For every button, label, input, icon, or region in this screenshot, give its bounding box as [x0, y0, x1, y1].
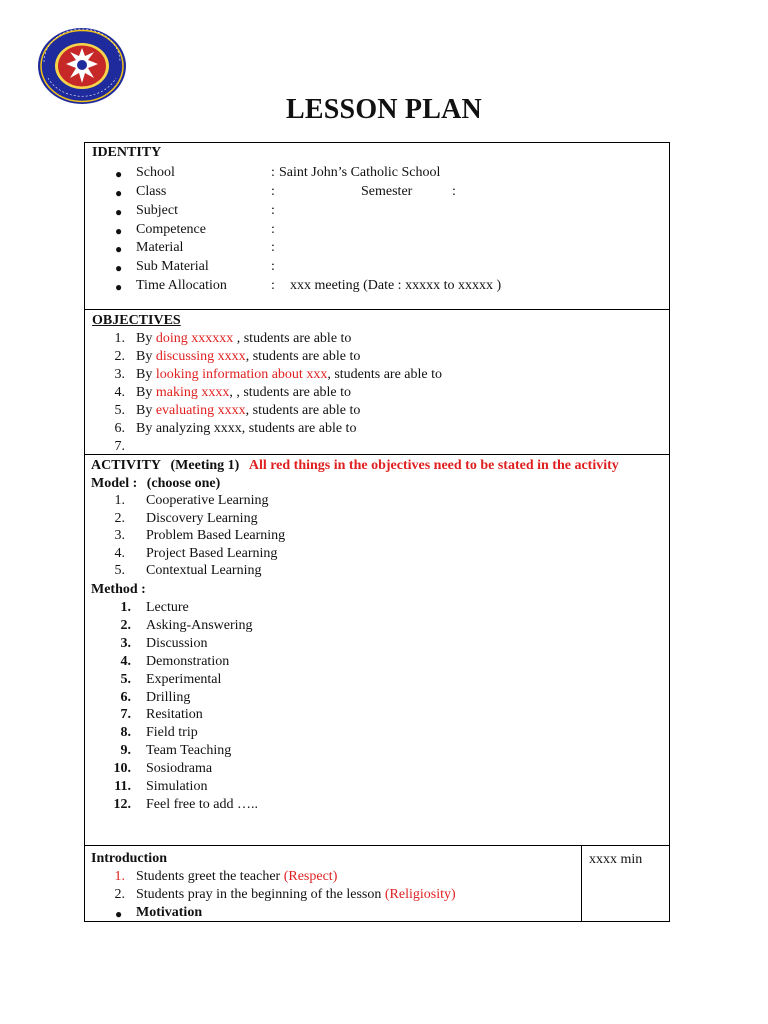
objective-highlight: discussing xxxx [155, 349, 246, 364]
bullet-icon: ● [115, 167, 123, 181]
objective-highlight: doing xxxxxx [155, 331, 234, 346]
method-item: Feel free to add ….. [146, 796, 258, 812]
objective-text [136, 384, 351, 402]
objective-text [136, 402, 360, 420]
method-item: Asking-Answering [146, 617, 253, 633]
identity-separator: : [271, 240, 275, 255]
objective-text [136, 366, 442, 384]
model-item: Contextual Learning [146, 563, 262, 579]
activity-section [84, 454, 670, 846]
objective-text [136, 420, 356, 438]
bullet-icon: ● [115, 907, 123, 921]
objective-highlight: making xxxx [155, 385, 230, 400]
identity-label: Competence [136, 222, 206, 237]
introduction-value: (Respect) [283, 869, 338, 884]
objective-prefix: By [136, 403, 156, 418]
method-number: 11. [114, 779, 131, 794]
identity-extra: : [452, 184, 456, 199]
method-item: Team Teaching [146, 743, 232, 759]
model-number: 3. [114, 528, 125, 544]
bullet-icon: ● [115, 280, 123, 294]
identity-label: Class [136, 184, 167, 199]
model-item: Problem Based Learning [146, 528, 286, 544]
activity-meeting: (Meeting 1) [170, 458, 240, 473]
objectives-heading: OBJECTIVES [92, 313, 181, 328]
model-hint: (choose one) [146, 476, 221, 491]
method-number: 12. [113, 796, 131, 812]
identity-separator: : [271, 259, 275, 274]
method-item: Lecture [146, 600, 189, 615]
motivation-item: Motivation [136, 905, 203, 920]
method-item: Simulation [146, 779, 208, 794]
introduction-value: (Religiosity) [384, 887, 456, 902]
objective-number: 4. [114, 385, 125, 400]
model-number: 5. [114, 563, 125, 579]
identity-value: Semester [361, 184, 413, 199]
activity-heading: ACTIVITY [91, 458, 162, 473]
introduction-number: 1. [114, 869, 125, 884]
objective-highlight: evaluating xxxx [155, 403, 246, 418]
method-label: Method : [91, 582, 146, 597]
objective-number: 2. [114, 349, 125, 364]
activity-note: All red things in the objectives need to be stated in the activity [248, 458, 619, 473]
identity-separator: : [271, 222, 275, 237]
method-number: 7. [120, 707, 131, 723]
introduction-number: 2. [114, 887, 125, 902]
introduction-text: Students greet the teacher [136, 869, 284, 884]
introduction-item [136, 868, 337, 886]
objectives-section [84, 309, 670, 455]
introduction-item [136, 886, 456, 904]
objective-prefix: By analyzing xxxx, students are able to [136, 421, 357, 436]
identity-label: Subject [136, 203, 178, 218]
bullet-icon: ● [115, 224, 123, 238]
method-item: Discussion [146, 635, 208, 651]
bullet-icon: ● [115, 261, 123, 275]
identity-separator: : [271, 184, 275, 199]
bullet-icon: ● [115, 205, 123, 219]
objective-number: 7. [114, 439, 125, 454]
method-number: 4. [120, 653, 131, 669]
page-title: LESSON PLAN [286, 94, 482, 125]
model-item: Discovery Learning [146, 510, 258, 526]
objective-number: 6. [114, 421, 125, 436]
identity-section [84, 142, 670, 310]
model-label: Model : [91, 476, 138, 491]
objective-prefix: By [136, 349, 156, 364]
introduction-section [84, 845, 670, 922]
identity-value: xxx meeting (Date : xxxxx to xxxxx ) [290, 278, 502, 293]
identity-label: Sub Material [136, 259, 209, 274]
objective-suffix: , students are able to [233, 331, 352, 346]
model-number: 2. [114, 510, 125, 526]
introduction-text: Students pray in the beginning of the lesson [136, 887, 385, 902]
model-heading-line [91, 475, 220, 493]
objective-text [136, 330, 351, 348]
model-item: Cooperative Learning [146, 493, 269, 508]
objective-suffix: , students are able to [245, 349, 361, 364]
method-item: Experimental [146, 671, 222, 687]
identity-heading: IDENTITY [92, 145, 162, 160]
objective-prefix: By [136, 385, 156, 400]
method-item: Demonstration [146, 653, 230, 669]
method-number: 1. [120, 600, 131, 615]
objective-highlight: looking information about xxx [155, 367, 328, 382]
model-number: 4. [114, 545, 125, 561]
column-divider [581, 846, 582, 921]
method-item: Resitation [146, 707, 203, 723]
method-number: 8. [120, 725, 131, 741]
identity-separator: : [271, 278, 275, 293]
identity-separator: : [271, 165, 275, 180]
identity-label: School [136, 165, 175, 180]
method-item: Field trip [146, 725, 198, 741]
objective-suffix: , , students are able to [229, 385, 352, 400]
objective-number: 3. [114, 367, 125, 382]
method-number: 3. [120, 635, 131, 651]
identity-value: Saint John’s Catholic School [279, 165, 441, 180]
objective-suffix: , students are able to [245, 403, 361, 418]
identity-separator: : [271, 203, 275, 218]
objective-suffix: , students are able to [327, 367, 443, 382]
introduction-heading: Introduction [91, 851, 167, 866]
method-number: 5. [120, 671, 131, 687]
identity-label: Material [136, 240, 184, 255]
identity-label: Time Allocation [136, 278, 227, 293]
method-item: Drilling [146, 689, 191, 705]
bullet-icon: ● [115, 186, 123, 200]
objective-number: 5. [114, 403, 125, 418]
method-item: Sosiodrama [146, 761, 213, 777]
model-number: 1. [114, 493, 125, 508]
objective-prefix: By [136, 331, 156, 346]
objective-text [136, 348, 360, 366]
introduction-time: xxxx min [589, 852, 643, 867]
objective-number: 1. [114, 331, 125, 346]
method-number: 9. [120, 743, 131, 759]
bullet-icon: ● [115, 242, 123, 256]
method-number: 2. [120, 617, 131, 633]
activity-heading-line [91, 457, 619, 475]
objective-prefix: By [136, 367, 156, 382]
method-number: 6. [120, 689, 131, 705]
model-item: Project Based Learning [146, 545, 278, 561]
method-number: 10. [113, 761, 131, 777]
